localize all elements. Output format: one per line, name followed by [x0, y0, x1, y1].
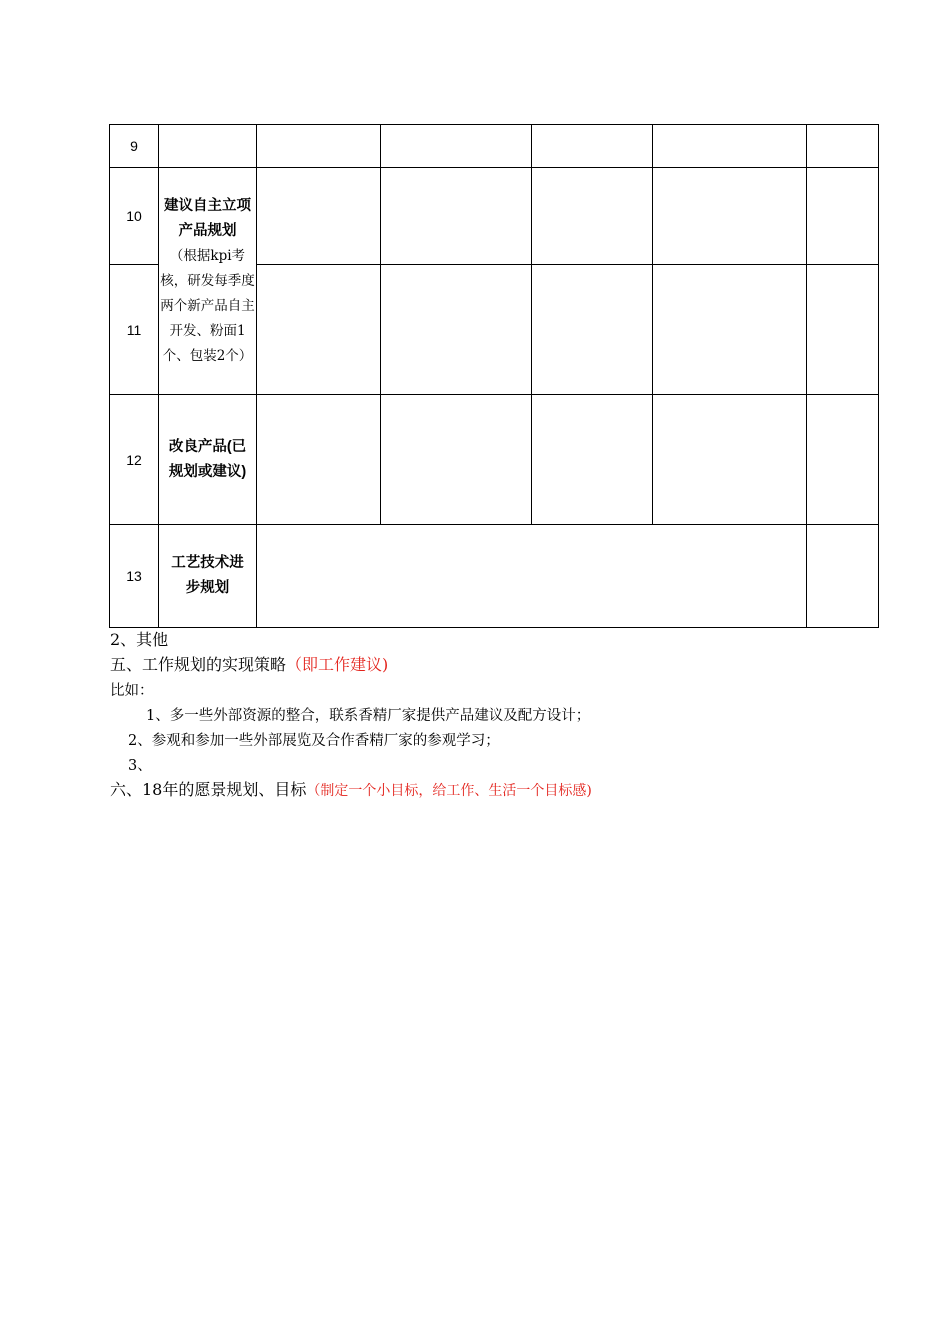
table-cell — [532, 395, 653, 525]
section-5-heading — [110, 654, 388, 676]
table-cell — [381, 168, 532, 265]
table-row-12 — [110, 395, 879, 525]
table-cell — [653, 265, 807, 395]
table-cell — [257, 265, 381, 395]
section-6-title: 六、18年的愿景规划、目标 — [110, 780, 307, 799]
example-intro: 比如： — [110, 683, 154, 699]
section-5-title: 五、工作规划的实现策略 — [110, 655, 287, 674]
table-cell — [807, 125, 879, 168]
example-item-3: 3、 — [128, 758, 152, 774]
table-cell-merged — [257, 525, 807, 628]
table-cell — [257, 125, 381, 168]
product-plan-title: 建议自主立项产品规划 — [164, 197, 251, 239]
table-cell — [532, 265, 653, 395]
row-number: 12 — [110, 395, 159, 525]
table-cell — [532, 125, 653, 168]
row-label-product-plan — [159, 168, 257, 395]
section-6-note: （制定一个小目标，给工作、生活一个目标感) — [306, 783, 592, 799]
table-row-13 — [110, 525, 879, 628]
row-label: 改良产品(已规划或建议) — [159, 395, 257, 525]
row-number: 13 — [110, 525, 159, 628]
table-cell — [807, 168, 879, 265]
table-cell — [257, 168, 381, 265]
table-cell — [653, 125, 807, 168]
table-cell — [257, 395, 381, 525]
table-cell — [381, 395, 532, 525]
product-plan-note: （根据kpi考核，研发每季度两个新产品自主开发、粉面1个、包装2个） — [160, 247, 255, 364]
section-6-heading — [110, 779, 592, 802]
row-label — [159, 125, 257, 168]
plan-table — [109, 124, 879, 628]
table-cell — [807, 525, 879, 628]
example-item-2: 2、参观和参加一些外部展览及合作香精厂家的参观学习； — [128, 733, 500, 749]
table-cell — [532, 168, 653, 265]
table-cell — [807, 395, 879, 525]
table-cell — [381, 125, 532, 168]
row-number: 11 — [110, 265, 159, 395]
row-number: 9 — [110, 125, 159, 168]
example-item-1: 1、多一些外部资源的整合，联系香精厂家提供产品建议及配方设计； — [146, 708, 591, 724]
row-label: 工艺技术进步规划 — [159, 525, 257, 628]
table-cell — [381, 265, 532, 395]
row-number: 10 — [110, 168, 159, 265]
section-5-note: （即工作建议) — [286, 655, 389, 674]
table-row-10 — [110, 168, 879, 265]
table-cell — [653, 395, 807, 525]
other-heading: 2、其他 — [110, 630, 169, 649]
table-row-9 — [110, 125, 879, 168]
table-cell — [653, 168, 807, 265]
table-cell — [807, 265, 879, 395]
